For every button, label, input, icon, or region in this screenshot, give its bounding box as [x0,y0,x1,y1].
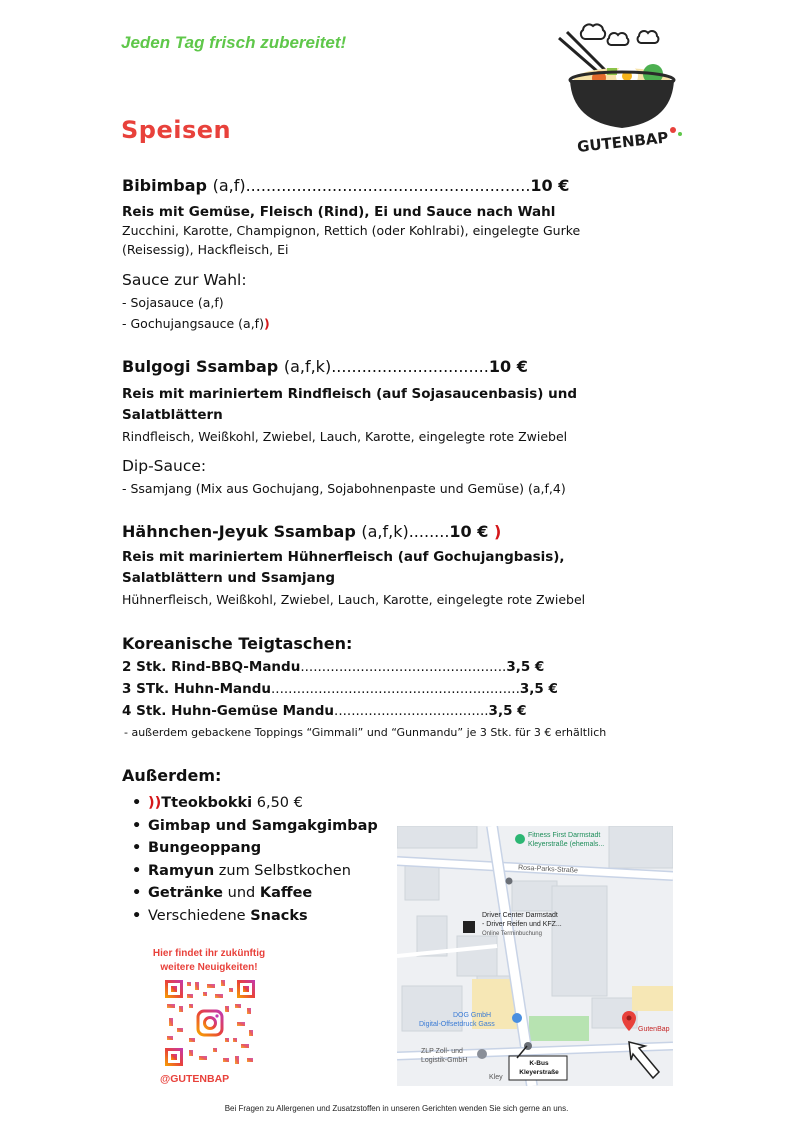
map-label: Fitness First Darmstadt [528,832,601,839]
dish-bold-desc: Reis mit mariniertem Rindfleisch (auf Sojasaucenbasis) und [122,386,578,402]
leader-dots: .......................................................... [271,681,520,697]
dish-desc: Rindfleisch, Weißkohl, Zwiebel, Lauch, Karotte, eingelegte rote Zwiebel [122,429,568,444]
map-label: Digital-Offsetdruck Gass [419,1021,495,1028]
bullet: • [132,840,142,856]
map-label: GutenBap [638,1026,670,1033]
dish-bold-desc: Salatblättern und Ssamjang [122,570,335,586]
map-label: Driver Center Darmstadt [482,912,558,919]
map-street-label: Kley [489,1074,503,1081]
bullet: • [132,817,142,834]
dish-desc: Zucchini, Karotte, Champignon, Rettich (oder Kohlrabi), eingelegte Gurke [122,223,581,238]
dip-sauce-heading: Dip-Sauce: [122,457,207,475]
allergen-footer: Bei Fragen zu Allergenen und Zusatzstoffen in unseren Gerichten wenden Sie sich gerne an uns. [224,1104,569,1113]
bus-stop-label: Kleyerstraße [519,1069,559,1076]
logo-text: GUTENBAP [576,128,670,156]
section-title: Speisen [121,116,232,144]
extras-item: • Getränke und Kaffee [132,882,378,905]
map-label: - Driver Reifen und KFZ... [482,921,562,928]
allergens: (a,f) [212,176,246,195]
map-label: Online Terminbuchung [482,931,542,937]
price: 10 € [530,176,570,195]
dumpling-name: 2 Stk. Rind-BBQ-Mandu [122,659,301,675]
leader-dots: ................................................ [300,659,507,675]
sauce-option: - Ssamjang (Mix aus Gochujang, Sojabohnenpaste und Gemüse) (a,f,4) [122,481,566,496]
chili-icon: ) [493,522,502,541]
dish-bold-desc: Salatblättern [122,407,223,423]
dish-name: Hähnchen-Jeyuk Ssambap [122,522,356,541]
leader-dots: ........................................................ [245,176,531,195]
price: 10 € [449,522,489,541]
extras-item: • ))Tteokbokki 6,50 € [132,792,378,815]
dumpling-item [122,659,544,675]
extras-title: Außerdem: [122,766,222,785]
allergens: (a,f,k) [283,357,332,376]
price: 10 € [488,357,528,376]
extras-item: • Verschiedene Snacks [132,905,378,928]
extras-item: • Bungeoppang [132,837,378,860]
map-street-label: Rosa-Parks-Straße [517,864,579,875]
leader-dots: .................................... [334,703,489,719]
dish-desc: Hühnerfleisch, Weißkohl, Zwiebel, Lauch, Karotte, eingelegte rote Zwiebel [122,592,586,607]
dumpling-name: 4 Stk. Huhn-Gemüse Mandu [122,703,335,719]
map-label: DOG GmbH [453,1012,492,1019]
sauce-heading: Sauce zur Wahl: [122,271,247,289]
dog-pin-icon [512,1013,522,1023]
zlp-pin-icon [477,1049,487,1059]
extras-item: • Ramyun zum Selbstkochen [132,860,378,883]
dish-title-jeyuk [122,522,501,541]
sauce-option-row [122,316,270,331]
leader-dots: ............................... [331,357,489,376]
price: 3,5 € [519,681,558,697]
dumpling-item [122,681,558,697]
dish-name: Bibimbap [122,176,207,195]
bullet: • [132,885,142,901]
dish-bold-desc: Reis mit Gemüse, Fleisch (Rind), Ei und Sauce nach Wahl [122,204,556,220]
bus-stop-label: K-Bus [529,1060,549,1067]
map-label: Logistik-GmbH [421,1057,468,1064]
dumpling-name: 3 STk. Huhn-Mandu [122,681,271,697]
fitness-pin-icon [515,834,525,844]
leader-dots: ........ [408,522,450,541]
instagram-qr-code[interactable] [163,978,257,1068]
extras-list [132,792,378,927]
dish-title-bibimbap [122,176,569,195]
driver-center-icon [463,921,475,933]
sauce-option: - Sojasauce (a,f) [122,295,224,310]
dumpling-item [122,703,527,719]
gutenbap-logo [555,18,690,158]
instagram-caption: Hier findet ihr zukünftig weitere Neuigkeiten! [152,948,266,973]
price: 3,5 € [488,703,527,719]
bullet: • [132,862,142,879]
dish-desc: (Reisessig), Hackfleisch, Ei [122,242,289,257]
sauce-option: - Gochujangsauce (a,f) [122,316,264,331]
allergens: (a,f,k) [361,522,409,541]
bullet: • [132,907,142,924]
map-label: Kleyerstraße (ehemals... [528,841,605,848]
dish-title-bulgogi [122,357,528,376]
dumplings-note: - außerdem gebackene Toppings “Gimmali” und “Gunmandu” je 3 Stk. für 3 € erhältlich [124,726,607,739]
dumplings-title: Koreanische Teigtaschen: [122,634,353,653]
location-map[interactable] [397,826,673,1086]
map-label: ZLP Zoll- und [421,1048,463,1055]
dish-bold-desc: Reis mit mariniertem Hühnerfleisch (auf Gochujangbasis), [122,549,565,565]
price: 3,5 € [506,659,545,675]
chili-icon: ) [263,316,270,331]
chili-icon: )) [148,795,162,811]
tagline: Jeden Tag frisch zubereitet! [121,33,347,52]
instagram-handle[interactable]: @GUTENBAP [160,1073,230,1085]
bullet: • [132,795,142,811]
dish-name: Bulgogi Ssambap [122,357,279,376]
extras-item: • Gimbap und Samgakgimbap [132,815,378,838]
